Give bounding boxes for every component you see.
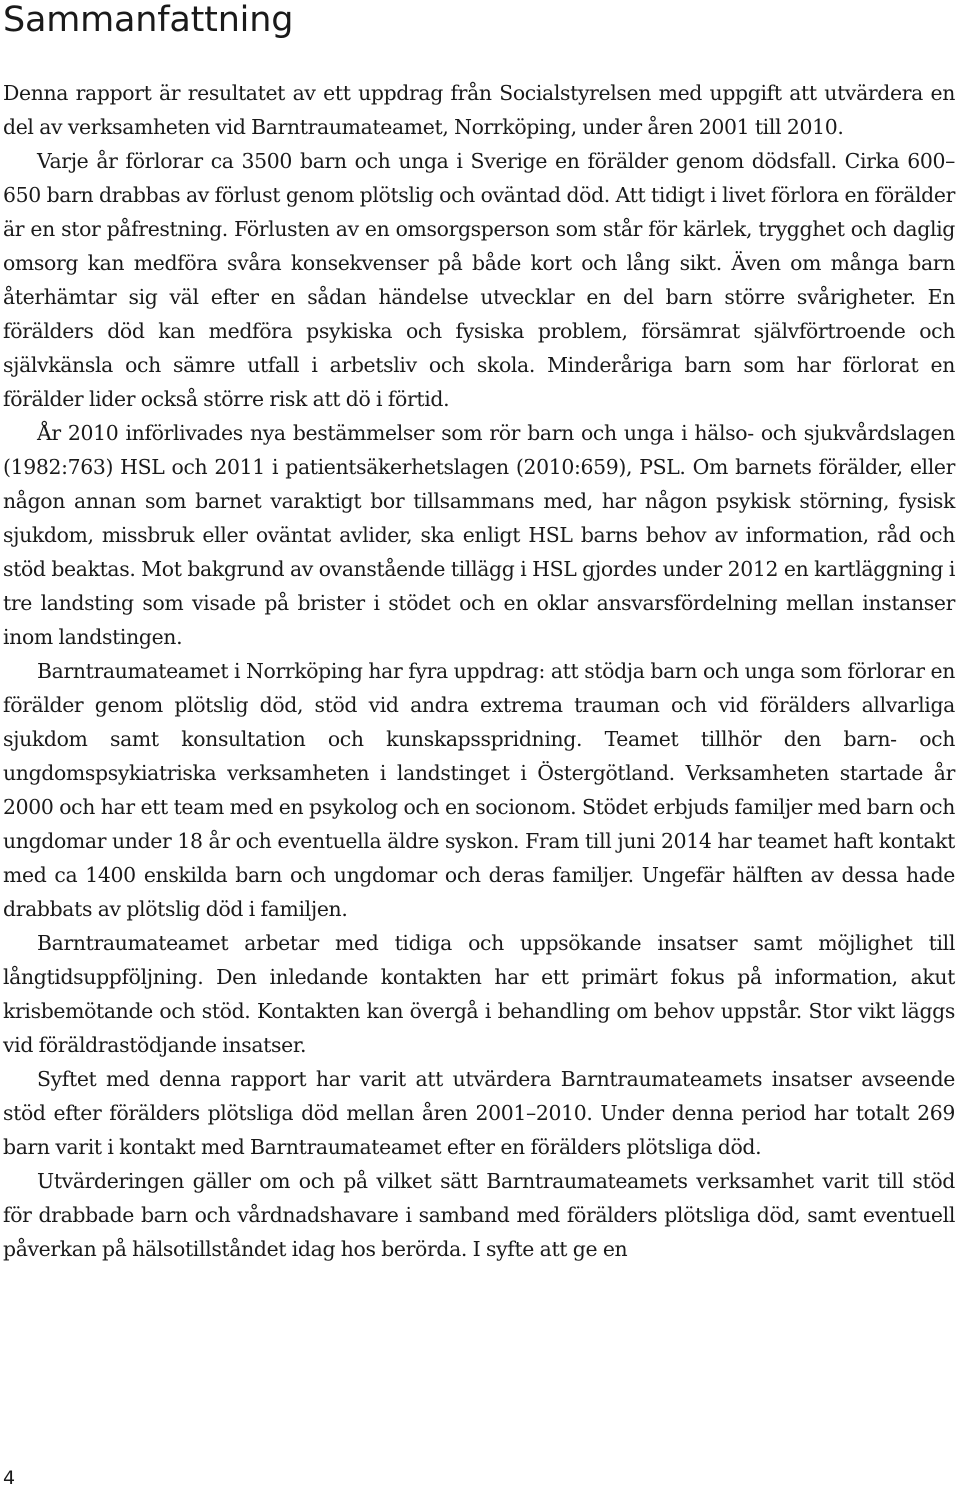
paragraph-report-purpose: Syftet med denna rapport har varit att utvärdera Barntraumateamets insatser avseende stöd efter förälders plötsliga död mellan åren 2001–2010. Under denna period har totalt 269 barn varit i kontakt med Barntraumateamet efter en förälders plötsliga död. xyxy=(3,1067,955,1159)
paragraph-evaluation: Utvärderingen gäller om och på vilket sätt Barntraumateamets verksamhet varit till stöd för drabbade barn och vårdnadshavare i samband med förälders plötsliga död, samt eventuell påverkan på hälsotillståndet idag hos berörda. I syfte att ge en xyxy=(3,1169,955,1261)
paragraph-legislation: År 2010 införlivades nya bestämmelser som rör barn och unga i hälso- och sjukvårdslagen (1982:763) HSL och 2011 i patientsäkerhetslagen (2010:659), PSL. Om barnets förälder, eller någon annan som barnet varaktigt bor tillsammans med, har någon psykisk störning, fysisk sjukdom, missbruk eller oväntat avlider, ska enligt HSL barns behov av information, råd och stöd beaktas. Mot bakgrund av ovanstående tillägg i HSL gjordes under 2012 en kartläggning i tre landsting som visade på brister i stödet och en oklar ansvarsfördelning mellan instanser inom landstingen. xyxy=(3,421,955,649)
paragraph-team-mission: Barntraumateamet i Norrköping har fyra uppdrag: att stödja barn och unga som förlorar en förälder genom plötslig död, stöd vid andra extrema trauman och vid förälders allvarliga sjukdom samt konsultation och kunskapsspridning. Teamet tillhör den barn- och ungdomspsykiatriska verksamheten i landstinget i Östergötland. Verksamheten startade år 2000 och har ett team med en psykolog och en socionom. Stödet erbjuds familjer med barn och ungdomar under 18 år och eventuella äldre syskon. Fram till juni 2014 har teamet haft kontakt med ca 1400 enskilda barn och ungdomar och deras familjer. Ungefär hälften av dessa hade drabbats av plötslig död i familjen. xyxy=(3,659,955,921)
page-number: 4 xyxy=(3,1467,16,1489)
summary-body xyxy=(3,76,955,1266)
paragraph-intro: Denna rapport är resultatet av ett uppdrag från Socialstyrelsen med uppgift att utvärdera en del av verksamheten vid Barntraumateamet, Norrköping, under åren 2001 till 2010. xyxy=(3,81,955,139)
paragraph-background: Varje år förlorar ca 3500 barn och unga i Sverige en förälder genom dödsfall. Cirka 600– 650 barn drabbas av förlust genom plötslig och oväntad död. Att tidigt i livet förlora en förälder är en stor påfrestning. Förlusten av en omsorgsperson som står för kärlek, trygghet och daglig omsorg kan medföra svåra konsekvenser på både kort och lång sikt. Även om många barn återhämtar sig väl efter en sådan händelse utvecklar en del barn större svårigheter. En förälders död kan medföra psykiska och fysiska problem, försämrat självförtroende och självkänsla och sämre utfall i arbetsliv och skola. Minderåriga barn som har förlorat en förälder lider också större risk att dö i förtid. xyxy=(3,149,955,411)
page-heading: Sammanfattning xyxy=(3,0,294,40)
paragraph-team-methods: Barntraumateamet arbetar med tidiga och uppsökande insatser samt möjlighet till långtidsuppföljning. Den inledande kontakten har ett primärt fokus på information, akut krisbemötande och stöd. Kontakten kan övergå i behandling om behov uppstår. Stor vikt läggs vid föräldrastödjande insatser. xyxy=(3,931,955,1057)
